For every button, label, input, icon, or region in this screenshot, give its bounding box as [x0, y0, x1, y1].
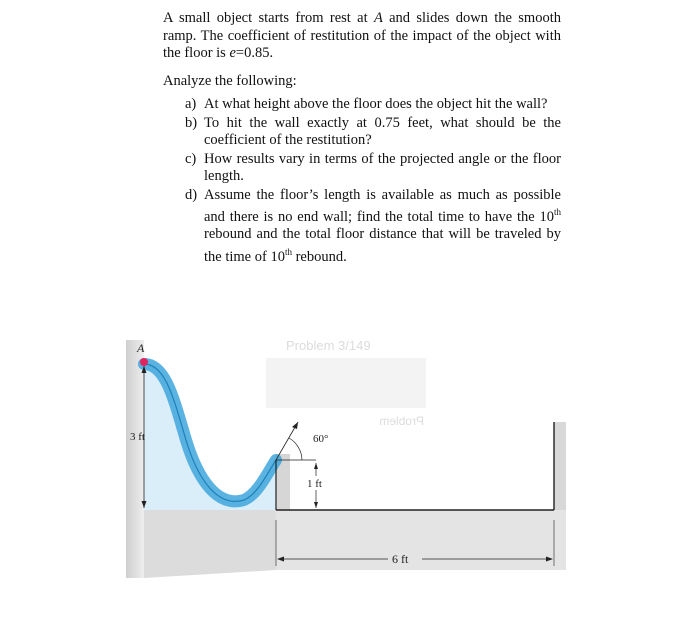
question-label: d): [185, 186, 198, 203]
arrow-icon: [314, 463, 318, 469]
arrow-icon: [292, 422, 298, 429]
end-wall-shade: [554, 422, 566, 510]
intro-text: and slides down the smooth ramp. The coefficient of restitution of the impact of the object with the floor is: [163, 10, 561, 61]
intro-text: =0.85.: [235, 45, 274, 61]
watermark-text: Problem 3/149: [286, 338, 371, 353]
arrow-icon: [314, 502, 318, 508]
analyze-lead: Analyze the following:: [163, 72, 297, 89]
question-item-b: [163, 115, 561, 150]
problem-statement: [163, 10, 561, 267]
start-point-a: [140, 358, 148, 366]
point-label-a: A: [137, 341, 145, 355]
ramp-ground: [144, 510, 276, 578]
length-label: 6 ft: [392, 552, 409, 566]
variable-e: e: [229, 45, 236, 61]
question-label: a): [185, 96, 197, 112]
question-label: c): [185, 150, 197, 167]
ramp-diagram: [126, 330, 566, 580]
angle-arc: [289, 438, 302, 460]
watermark-mirror-text: Problem: [379, 414, 424, 428]
question-text: To hit the wall exactly at 0.75 feet, what should be the coefficient of the restitution?: [204, 114, 561, 148]
question-label: b): [185, 114, 198, 131]
problem-intro: [163, 10, 561, 63]
question-text: At what height above the floor does the object hit the wall?: [204, 96, 548, 112]
angle-label: 60°: [313, 433, 329, 445]
watermark-box: [266, 358, 426, 408]
intro-text: A small object starts from rest at: [163, 10, 374, 26]
step-label: 1 ft: [307, 478, 322, 490]
question-text: Assume the floor’s length is available as much as possible and there is no end wall; find the total time to have the 10th rebound and the total floor distance that will be traveled by the time of 10th rebound.: [204, 186, 561, 265]
left-wall: [126, 340, 144, 578]
question-item-a: [163, 96, 561, 114]
question-list: [163, 96, 561, 266]
height-label: 3 ft: [130, 431, 145, 443]
ramp-figure: [126, 330, 566, 580]
floor-ground: [276, 510, 566, 570]
variable-a: A: [373, 10, 383, 26]
question-item-d: [163, 187, 561, 267]
question-item-c: [163, 151, 561, 186]
question-text: How results vary in terms of the projected angle or the floor length.: [204, 150, 561, 184]
